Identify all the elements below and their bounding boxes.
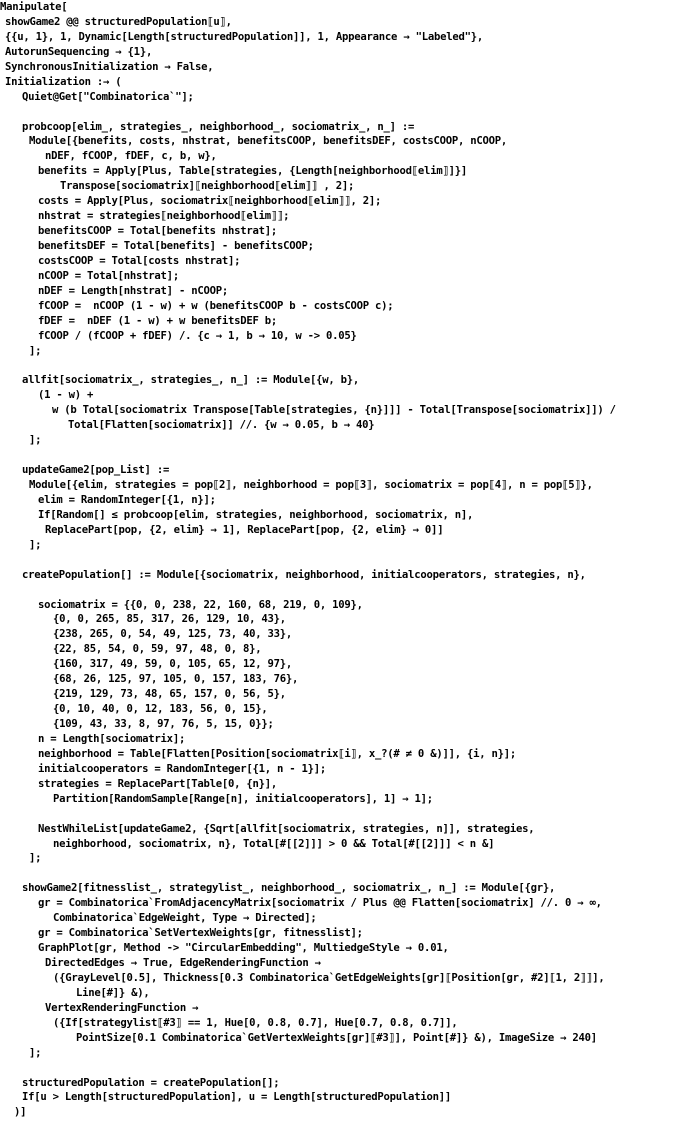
code-line-text: gr = Combinatorica`FromAdjacencyMatrix[sociomatrix / Plus @@ Flatten[sociomatrix] //. 0 → ∞,: [38, 897, 602, 910]
code-line[interactable]: [0, 448, 685, 463]
code-line[interactable]: [0, 164, 685, 179]
code-line-text: AutorunSequencing → {1},: [5, 45, 153, 58]
code-line-text: nDEF = Length[nhstrat] - nCOOP;: [38, 284, 228, 297]
code-line[interactable]: [0, 1105, 685, 1120]
code-line[interactable]: [0, 717, 685, 732]
code-line-text: initialcooperators = RandomInteger[{1, n - 1}];: [38, 762, 327, 775]
code-line-text: allfit[sociomatrix_, strategies_, n_] := Module[{w, b},: [22, 374, 360, 387]
code-line-text: neighborhood = Table[Flatten[Position[sociomatrix⟦i⟧, x_?(# ≠ 0 &)]], {i, n}];: [38, 747, 516, 760]
code-line[interactable]: [0, 105, 685, 120]
code-line-text: fCOOP / (fCOOP + fDEF) /. {c → 1, b → 10, w -> 0.05}: [38, 329, 357, 342]
code-line[interactable]: [0, 30, 685, 45]
code-line[interactable]: [0, 1061, 685, 1076]
code-line-text: benefits = Apply[Plus, Table[strategies, {Length[neighborhood⟦elim⟧]}]: [38, 165, 467, 178]
code-line-text: gr = Combinatorica`SetVertexWeights[gr, fitnesslist];: [38, 927, 363, 940]
code-line[interactable]: [0, 209, 685, 224]
code-line[interactable]: [0, 134, 685, 149]
code-line-text: fDEF = nDEF (1 - w) + w benefitsDEF b;: [38, 314, 277, 327]
code-line[interactable]: [0, 1090, 685, 1105]
code-line[interactable]: [0, 1046, 685, 1061]
code-line-text: {68, 26, 125, 97, 105, 0, 157, 183, 76},: [53, 673, 299, 686]
code-line-text: Partition[RandomSample[Range[n], initialcooperators], 1] → 1];: [53, 792, 433, 805]
code-line[interactable]: [0, 792, 685, 807]
code-line[interactable]: [0, 179, 685, 194]
code-line[interactable]: [0, 941, 685, 956]
code-line-text: If[Random[] ≤ probcoop[elim, strategies, neighborhood, sociomatrix, n],: [38, 508, 474, 521]
code-line[interactable]: [0, 299, 685, 314]
code-line-text: Quiet@Get["Combinatorica`"];: [22, 90, 194, 103]
code-line[interactable]: [0, 60, 685, 75]
code-line[interactable]: [0, 911, 685, 926]
code-line[interactable]: [0, 403, 685, 418]
code-line[interactable]: [0, 493, 685, 508]
code-line[interactable]: [0, 702, 685, 717]
code-line[interactable]: [0, 612, 685, 627]
code-line-text: ];: [29, 852, 42, 865]
code-line[interactable]: [0, 851, 685, 866]
code-line[interactable]: [0, 269, 685, 284]
code-line-text: DirectedEdges → True, EdgeRenderingFunction →: [45, 957, 321, 969]
code-line-text: elim = RandomInteger[{1, n}];: [38, 493, 216, 506]
code-line-text: nhstrat = strategies⟦neighborhood⟦elim⟧⟧;: [38, 210, 290, 223]
code-line[interactable]: [0, 373, 685, 388]
code-line-text: w (b Total[sociomatrix Transpose[Table[strategies, {n}]]] - Total[Transpose[sociomatrix]]) /: [52, 404, 616, 417]
code-line[interactable]: [0, 926, 685, 941]
code-line[interactable]: [0, 508, 685, 523]
code-line[interactable]: [0, 15, 685, 30]
code-line[interactable]: [0, 120, 685, 135]
code-line[interactable]: [0, 837, 685, 852]
code-line-text: {{u, 1}, 1, Dynamic[Length[structuredPopulation]], 1, Appearance → "Labeled"},: [5, 30, 483, 43]
code-line[interactable]: [0, 523, 685, 538]
code-line-text: Combinatorica`EdgeWeight, Type → Directed];: [53, 912, 317, 925]
code-line-text: ];: [29, 538, 42, 551]
code-line-text: createPopulation[] := Module[{sociomatrix, neighborhood, initialcooperators, strategies, n},: [22, 568, 586, 581]
code-line[interactable]: [0, 822, 685, 837]
code-line[interactable]: [0, 553, 685, 568]
code-line[interactable]: [0, 762, 685, 777]
code-line[interactable]: [0, 956, 685, 971]
code-line-text: PointSize[0.1 Combinatorica`GetVertexWeights[gr]⟦#3⟧], Point[#]} &), ImageSize → 240]: [76, 1031, 597, 1044]
code-line-text: Initialization :→ (: [5, 75, 122, 88]
code-line[interactable]: [0, 388, 685, 403]
code-line[interactable]: [0, 881, 685, 896]
code-line[interactable]: [0, 149, 685, 164]
code-line-text: Module[{elim, strategies = pop⟦2⟧, neighborhood = pop⟦3⟧, sociomatrix = pop⟦4⟧, n = pop⟦5⟧},: [29, 479, 593, 491]
code-line[interactable]: [0, 971, 685, 986]
code-line[interactable]: [0, 672, 685, 687]
code-line[interactable]: [0, 463, 685, 478]
code-line[interactable]: [0, 627, 685, 642]
code-line[interactable]: [0, 598, 685, 613]
code-line-text: nCOOP = Total[nhstrat];: [38, 269, 179, 282]
code-line-text: benefitsDEF = Total[benefits] - benefitsCOOP;: [38, 240, 314, 252]
code-line[interactable]: [0, 732, 685, 747]
code-line-text: ({GrayLevel[0.5], Thickness[0.3 Combinatorica`GetEdgeWeights[gr]⟦Position[gr, #2]⟦1, 2⟧⟧],: [53, 971, 605, 984]
code-line-text: costsCOOP = Total[costs nhstrat];: [38, 254, 241, 267]
code-line-text: showGame2 @@ structuredPopulation⟦u⟧,: [5, 15, 232, 28]
code-line-text: Module[{benefits, costs, nhstrat, benefitsCOOP, benefitsDEF, costsCOOP, nCOOP,: [29, 135, 507, 148]
code-line[interactable]: [0, 284, 685, 299]
code-line-text: showGame2[fitnesslist_, strategylist_, neighborhood_, sociomatrix_, n_] := Module[{gr},: [22, 882, 556, 895]
code-line[interactable]: [0, 642, 685, 657]
code-line[interactable]: [0, 418, 685, 433]
code-line-text: {109, 43, 33, 8, 97, 76, 5, 15, 0}};: [53, 718, 274, 730]
code-line[interactable]: [0, 896, 685, 911]
code-line-text: fCOOP = nCOOP (1 - w) + w (benefitsCOOP b - costsCOOP c);: [38, 299, 394, 312]
code-line[interactable]: [0, 45, 685, 60]
code-line[interactable]: [0, 224, 685, 239]
code-line-text: benefitsCOOP = Total[benefits nhstrat];: [38, 225, 277, 238]
code-line[interactable]: [0, 986, 685, 1001]
code-line[interactable]: [0, 777, 685, 792]
code-line[interactable]: [0, 1001, 685, 1016]
code-line-text: Line[#]} &),: [76, 986, 150, 999]
code-line[interactable]: [0, 657, 685, 672]
code-line-text: ];: [29, 344, 42, 357]
code-line[interactable]: [0, 239, 685, 254]
code-line-text: {22, 85, 54, 0, 59, 97, 48, 0, 8},: [53, 643, 262, 656]
code-line[interactable]: [0, 747, 685, 762]
code-line-text: )]: [14, 1106, 27, 1119]
code-line-text: {238, 265, 0, 54, 49, 125, 73, 40, 33},: [53, 628, 292, 641]
code-line-text: neighborhood, sociomatrix, n}, Total[#[[2]]] > 0 && Total[#[[2]]] < n &]: [53, 837, 495, 850]
code-line-text: Transpose[sociomatrix]⟦neighborhood⟦elim⟧⟧ , 2];: [60, 180, 355, 193]
code-line-text: {0, 10, 40, 0, 12, 183, 56, 0, 15},: [53, 703, 268, 716]
code-line[interactable]: [0, 687, 685, 702]
code-line[interactable]: [0, 568, 685, 583]
code-line-text: costs = Apply[Plus, sociomatrix⟦neighborhood⟦elim⟧⟧, 2];: [38, 195, 382, 208]
code-line[interactable]: [0, 1016, 685, 1031]
code-line-text: VertexRenderingFunction →: [45, 1001, 199, 1014]
code-line[interactable]: [0, 866, 685, 881]
code-line-text: ];: [29, 434, 42, 447]
code-line-text: Manipulate[: [0, 1, 68, 13]
code-line[interactable]: [0, 329, 685, 344]
code-line-text: {219, 129, 73, 48, 65, 157, 0, 56, 5},: [53, 688, 286, 701]
code-line[interactable]: [0, 433, 685, 448]
code-line[interactable]: [0, 583, 685, 598]
code-line-text: n = Length[sociomatrix];: [38, 732, 186, 745]
code-line[interactable]: [0, 75, 685, 90]
code-line-text: (1 - w) +: [38, 389, 94, 402]
code-line-text: structuredPopulation = createPopulation[];: [22, 1076, 280, 1089]
code-line-text: SynchronousInitialization → False,: [5, 60, 214, 73]
code-line[interactable]: [0, 314, 685, 329]
code-line-text: ReplacePart[pop, {2, elim} → 1], ReplacePart[pop, {2, elim} → 0]]: [45, 523, 444, 536]
code-line[interactable]: [0, 194, 685, 209]
code-line[interactable]: [0, 0, 685, 15]
code-line[interactable]: [0, 1076, 685, 1091]
code-line[interactable]: [0, 1031, 685, 1046]
code-line-text: {160, 317, 49, 59, 0, 105, 65, 12, 97},: [53, 658, 292, 671]
code-line[interactable]: [0, 344, 685, 359]
code-line[interactable]: [0, 359, 685, 374]
code-line-text: updateGame2[pop_List] :=: [22, 464, 170, 477]
code-line-text: {0, 0, 265, 85, 317, 26, 129, 10, 43},: [53, 613, 286, 626]
code-line[interactable]: [0, 90, 685, 105]
code-line-text: ({If[strategylist⟦#3⟧ == 1, Hue[0, 0.8, 0.7], Hue[0.7, 0.8, 0.7]],: [53, 1016, 458, 1029]
code-line-text: ];: [29, 1046, 42, 1059]
code-line-text: GraphPlot[gr, Method -> "CircularEmbedding", MultiedgeStyle → 0.01,: [38, 942, 449, 955]
code-line-text: NestWhileList[updateGame2, {Sqrt[allfit[sociomatrix, strategies, n]], strategies,: [38, 822, 535, 835]
code-line[interactable]: [0, 478, 685, 493]
code-line[interactable]: [0, 538, 685, 553]
code-line-text: Total[Flatten[sociomatrix]] //. {w → 0.05, b → 40}: [68, 419, 375, 432]
code-line-text: strategies = ReplacePart[Table[0, {n}],: [38, 777, 277, 790]
code-line-text: probcoop[elim_, strategies_, neighborhood_, sociomatrix_, n_] :=: [22, 120, 415, 133]
code-line-text: nDEF, fCOOP, fDEF, c, b, w},: [45, 150, 217, 163]
code-line[interactable]: [0, 254, 685, 269]
code-line[interactable]: [0, 807, 685, 822]
code-line-text: sociomatrix = {{0, 0, 238, 22, 160, 68, 219, 0, 109},: [38, 598, 363, 611]
code-line-text: If[u > Length[structuredPopulation], u = Length[structuredPopulation]]: [22, 1091, 451, 1104]
